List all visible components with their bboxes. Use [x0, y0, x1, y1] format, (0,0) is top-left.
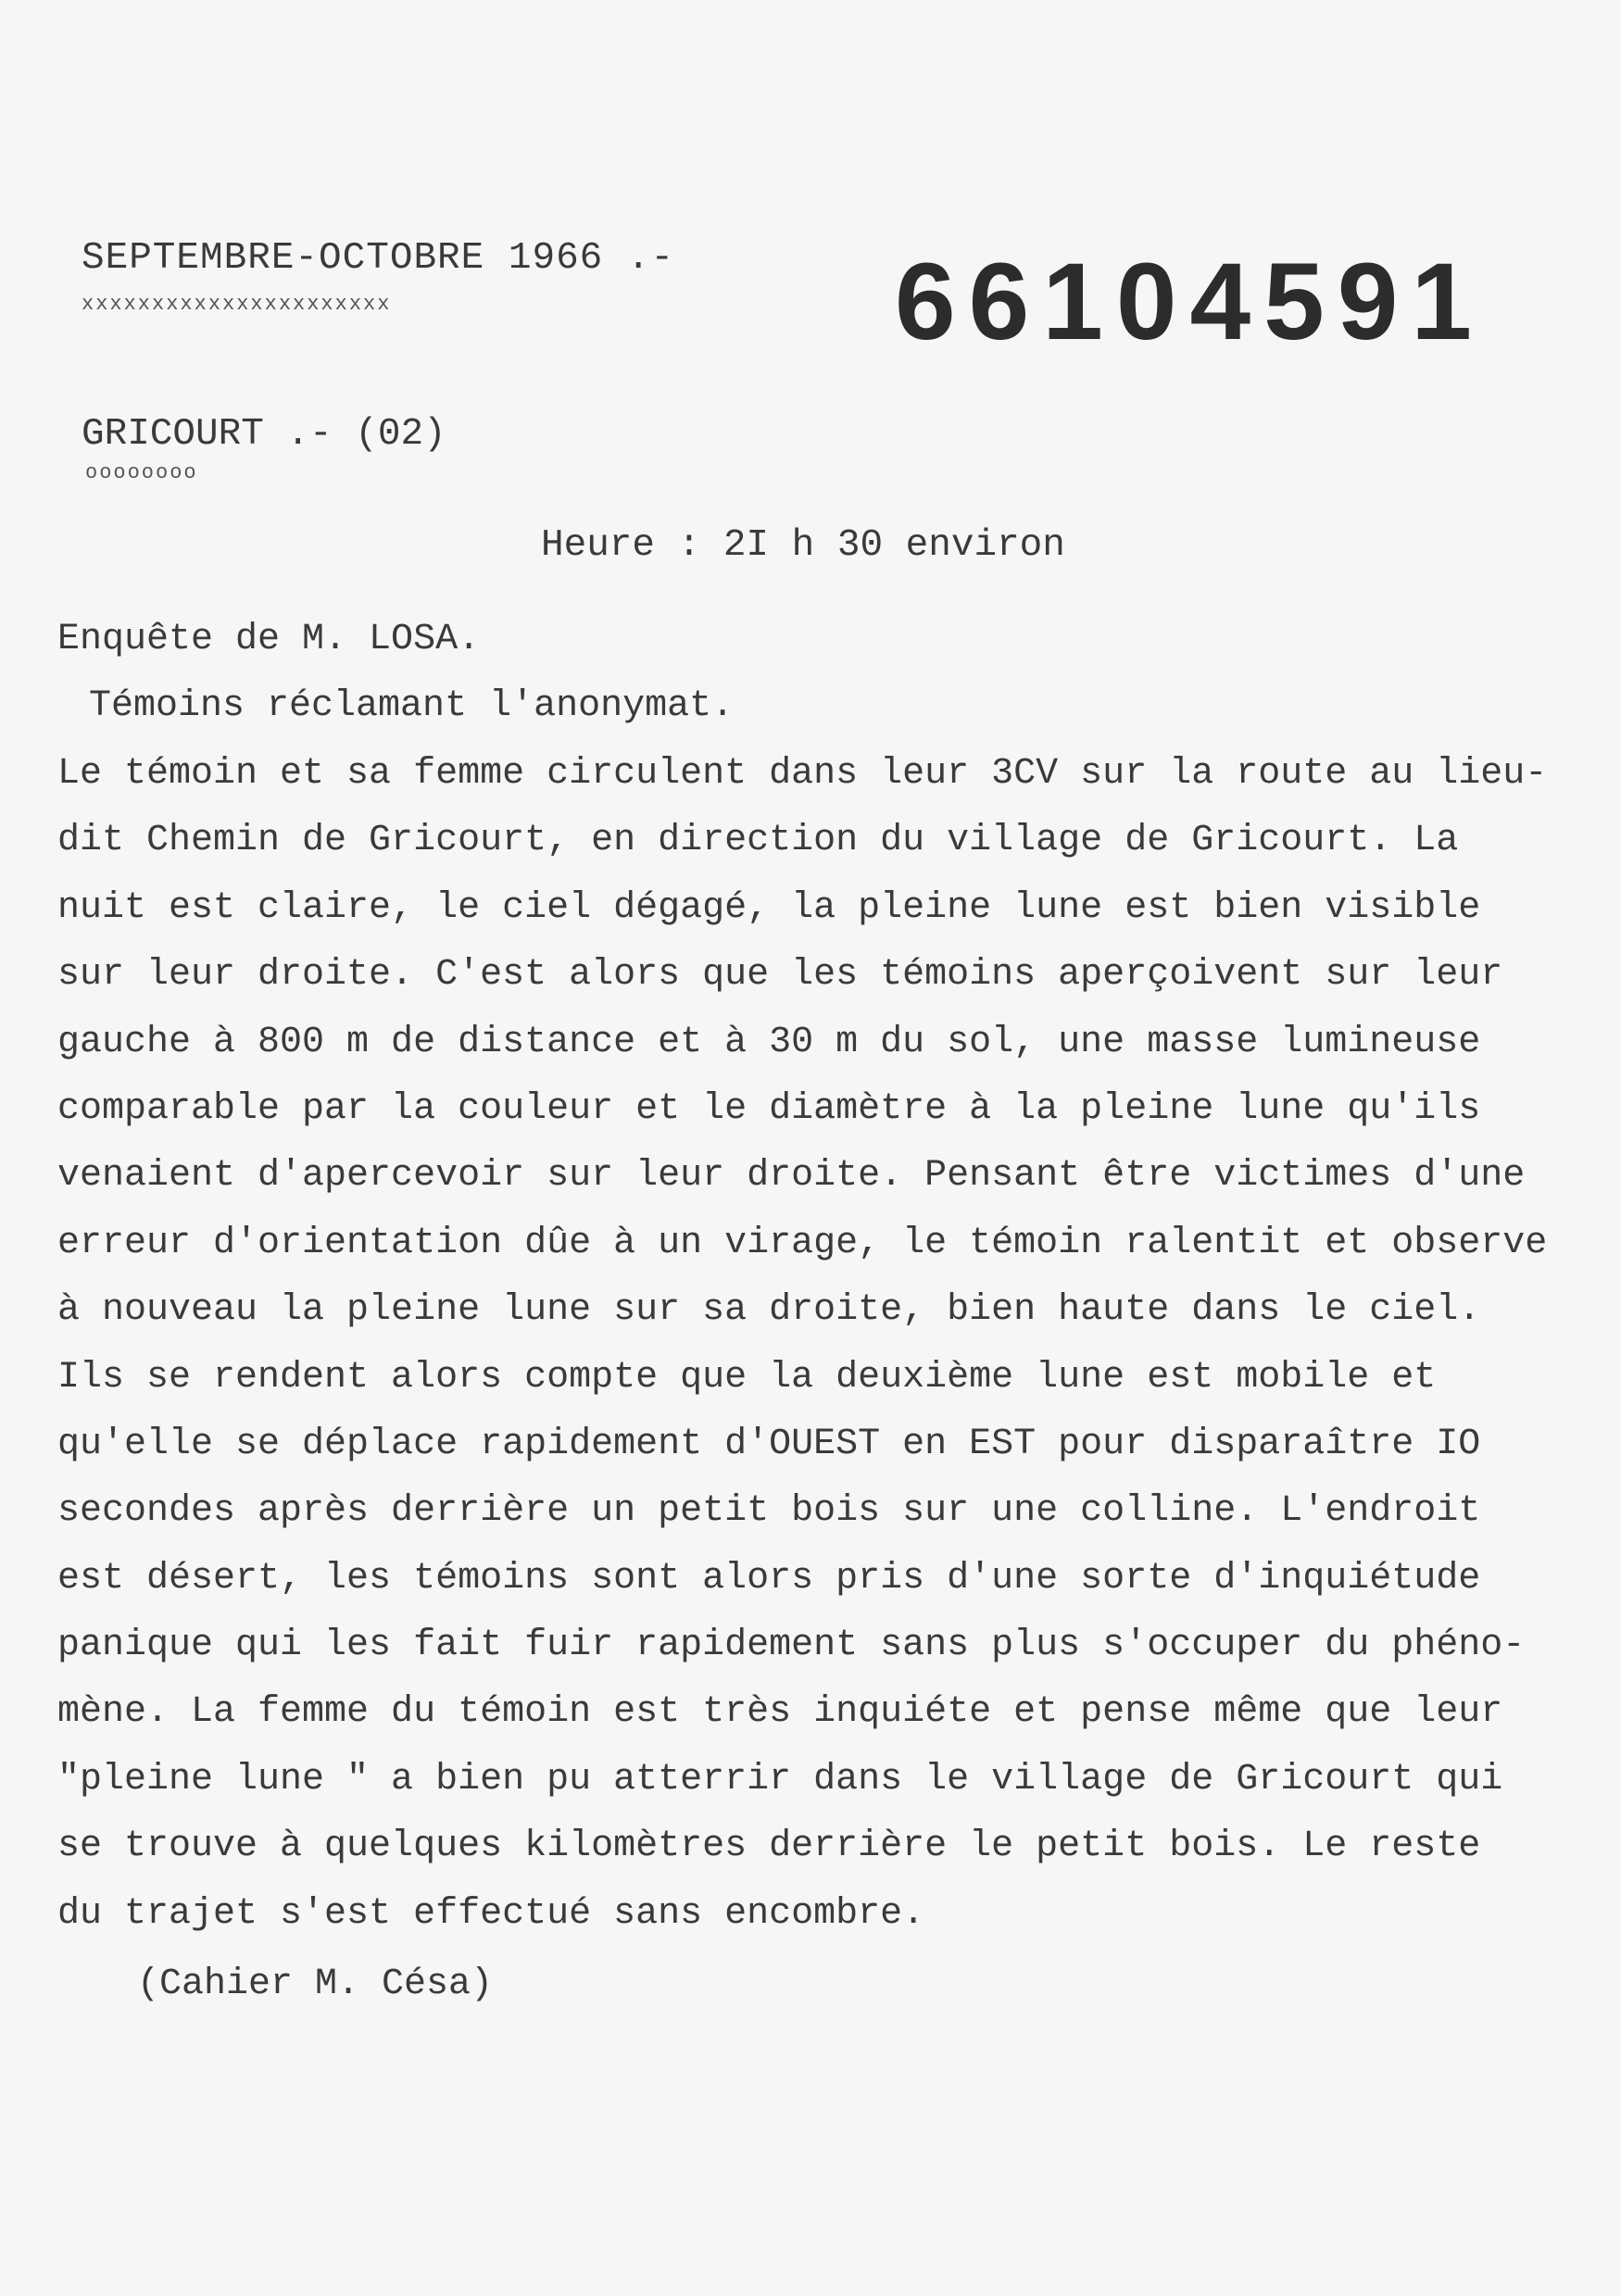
investigation-line: Enquête de M. LOSA.: [57, 619, 481, 660]
witnesses-line: Témoins réclamant l'anonymat.: [89, 685, 735, 727]
event-time: Heure : 2I h 30 environ: [541, 524, 1065, 567]
body-line: nuit est claire, le ciel dégagé, la pleine lune est bien visible: [57, 886, 1481, 929]
body-line: erreur d'orientation dûe à un virage, le témoin ralentit et observe: [57, 1222, 1548, 1264]
body-line: est désert, les témoins sont alors pris d'une sorte d'inquiétude: [57, 1557, 1481, 1600]
body-line: venaient d'apercevoir sur leur droite. Pensant être victimes d'une: [57, 1155, 1526, 1198]
body-line: dit Chemin de Gricourt, en direction du village de Gricourt. La: [57, 820, 1459, 862]
body-line: du trajet s'est effectué sans encombre.: [57, 1892, 925, 1935]
body-line: "pleine lune " a bien pu atterrir dans le village de Gricourt qui: [57, 1758, 1503, 1800]
date-underline: xxxxxxxxxxxxxxxxxxxxxx: [82, 293, 392, 316]
body-line: Ils se rendent alors compte que la deuxième lune est mobile et: [57, 1356, 1437, 1399]
body-line: sur leur droite. C'est alors que les témoins aperçoivent sur leur: [57, 954, 1503, 997]
report-body: [57, 747, 1548, 1953]
case-number-stamp: 66104591: [895, 241, 1486, 363]
body-line: à nouveau la pleine lune sur sa droite, bien haute dans le ciel.: [57, 1289, 1481, 1332]
body-line: comparable par la couleur et le diamètre à la pleine lune qu'ils: [57, 1087, 1481, 1130]
source-citation: (Cahier M. Césa): [137, 1964, 494, 2005]
body-line: mène. La femme du témoin est très inquiéte et pense même que leur: [57, 1691, 1503, 1734]
body-line: se trouve à quelques kilomètres derrière le petit bois. Le reste: [57, 1826, 1481, 1868]
body-line: gauche à 800 m de distance et à 30 m du sol, une masse lumineuse: [57, 1021, 1481, 1063]
body-line: panique qui les fait fuir rapidement sans plus s'occuper du phéno-: [57, 1625, 1526, 1667]
body-line: qu'elle se déplace rapidement d'OUEST en EST pour disparaître IO: [57, 1423, 1481, 1465]
report-date: SEPTEMBRE-OCTOBRE 1966 .-: [82, 237, 675, 280]
body-line: Le témoin et sa femme circulent dans leur 3CV sur la route au lieu-: [57, 753, 1548, 795]
location-underline: oooooooo: [85, 461, 198, 484]
location-heading: GRICOURT .- (02): [82, 413, 446, 456]
body-line: secondes après derrière un petit bois sur une colline. L'endroit: [57, 1490, 1481, 1533]
